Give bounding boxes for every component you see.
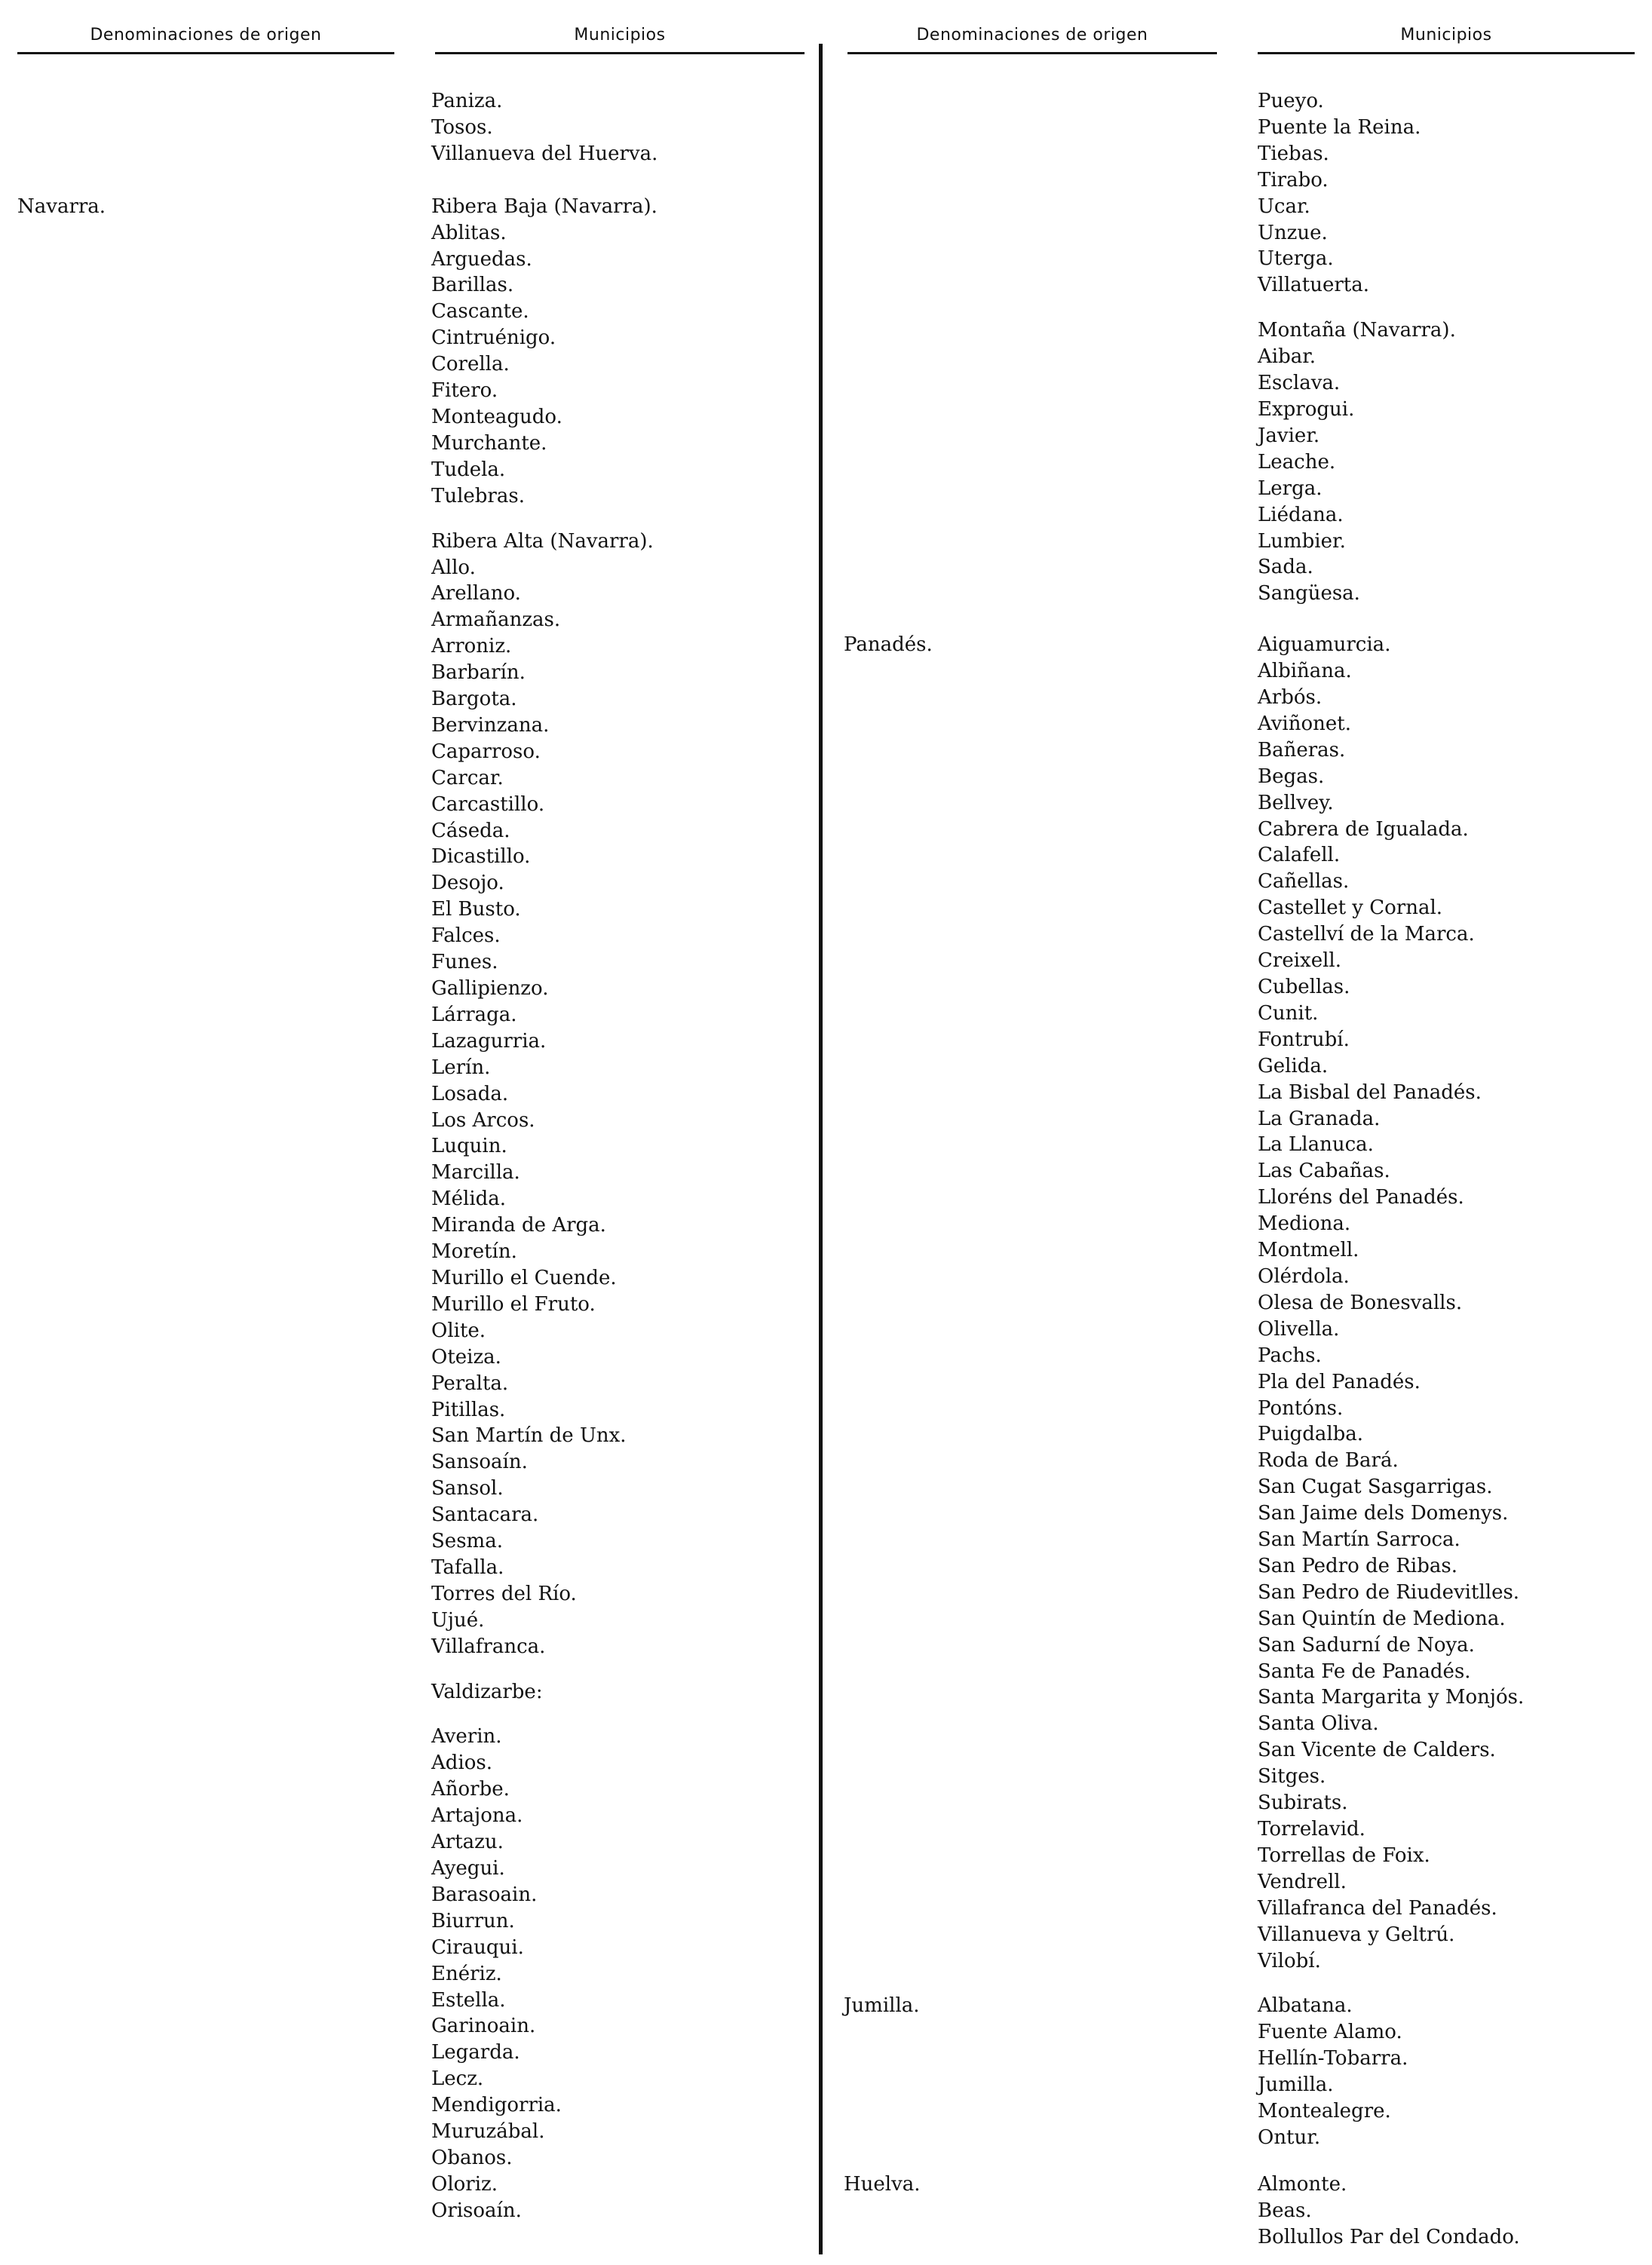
denominacion-section <box>826 88 1648 607</box>
municipio-item: Torrelavid. <box>1258 1818 1365 1841</box>
municipio-item: San Quintín de Mediona. <box>1258 1607 1506 1630</box>
municipio-item: Orisoaín. <box>431 2199 522 2222</box>
municipio-item: Sangüesa. <box>1258 582 1360 605</box>
municipio-item: Adios. <box>431 1752 492 1775</box>
municipio-item: El Busto. <box>431 898 521 921</box>
municipio-item: Barasoain. <box>431 1883 538 1906</box>
municipio-item: Garinoain. <box>431 2015 536 2038</box>
municipio-item: Roda de Bará. <box>1258 1449 1399 1473</box>
municipios-group <box>431 194 822 510</box>
municipio-item: San Vicente de Calders. <box>1258 1739 1496 1762</box>
municipio-item: Olesa de Bonesvalls. <box>1258 1291 1463 1314</box>
municipio-item: Ablitas. <box>431 221 507 244</box>
municipio-item: Lecz. <box>431 2067 484 2091</box>
municipio-item: Castellví de la Marca. <box>1258 923 1475 946</box>
denominacion-section <box>0 88 822 167</box>
municipio-item: La Granada. <box>1258 1107 1381 1130</box>
municipio-item: Monteagudo. <box>431 405 562 428</box>
municipio-item: Sesma. <box>431 1530 503 1553</box>
municipio-item: Sada. <box>1258 556 1313 579</box>
municipio-item: Murillo el Fruto. <box>431 1292 596 1316</box>
municipio-item: Liédana. <box>1258 503 1344 526</box>
municipio-item: Torrellas de Foix. <box>1258 1844 1430 1867</box>
municipios-list <box>431 88 822 167</box>
municipio-item: La Bisbal del Panadés. <box>1258 1080 1482 1104</box>
municipio-item: Funes. <box>431 951 498 974</box>
municipio-item: Jumilla. <box>1258 2073 1334 2097</box>
municipio-item: Moretín. <box>431 1240 517 1264</box>
municipio-item: Arroniz. <box>431 635 512 658</box>
municipios-group <box>1258 317 1648 607</box>
municipio-item: Cabrera de Igualada. <box>1258 817 1469 841</box>
municipio-item: Santa Oliva. <box>1258 1712 1379 1736</box>
denominacion-label: Navarra. <box>17 195 106 218</box>
municipio-item: Pitillas. <box>431 1398 506 1421</box>
municipio-item: Marcilla. <box>431 1161 520 1185</box>
municipio-item: Olérdola. <box>1258 1264 1350 1288</box>
municipio-item: Albatana. <box>1258 1994 1353 2018</box>
municipio-item: Averin. <box>431 1725 502 1749</box>
municipio-item: Armañanzas. <box>431 608 561 632</box>
municipio-item: Lerín. <box>431 1056 491 1079</box>
municipio-item: Villanueva del Huerva. <box>431 142 658 165</box>
municipio-item: Artajona. <box>431 1804 523 1828</box>
municipio-item: Albiñana. <box>1258 660 1352 683</box>
municipio-item: Aiguamurcia. <box>1258 633 1391 657</box>
municipio-item: Torres del Río. <box>431 1582 577 1605</box>
municipio-item: Villanueva y Geltrú. <box>1258 1923 1455 1946</box>
municipio-item: Arguedas. <box>431 247 532 271</box>
municipio-item: Javier. <box>1258 424 1320 447</box>
municipio-item: Uterga. <box>1258 247 1334 271</box>
municipio-item: Arellano. <box>431 582 521 605</box>
header-denominaciones-left: Denominaciones de origen <box>17 26 394 54</box>
municipio-item: Lárraga. <box>431 1003 517 1026</box>
municipio-item: Cirauqui. <box>431 1936 524 1959</box>
municipio-item: Villafranca. <box>431 1635 546 1658</box>
municipio-item: Santa Fe de Panadés. <box>1258 1660 1471 1683</box>
municipio-item: Cunit. <box>1258 1001 1319 1025</box>
municipio-item: Tirabo. <box>1258 168 1329 192</box>
municipios-list <box>431 194 822 2224</box>
municipio-item: Puente la Reina. <box>1258 115 1421 139</box>
municipio-item: Tafalla. <box>431 1555 504 1579</box>
denominacion-label: Panadés. <box>844 633 933 657</box>
municipio-item: Cubellas. <box>1258 976 1350 998</box>
municipios-group <box>431 529 822 1660</box>
municipio-item: Vendrell. <box>1258 1870 1347 1893</box>
municipio-item: Olivella. <box>1258 1317 1340 1341</box>
municipio-item: Ujué. <box>431 1608 485 1632</box>
municipio-item: Losada. <box>431 1082 509 1105</box>
header-municipios-right: Municipios <box>1258 26 1635 54</box>
municipio-item: Desojo. <box>431 872 504 895</box>
municipio-item: San Pedro de Ribas. <box>1258 1554 1457 1577</box>
subzone-heading: Ribera Baja (Navarra). <box>431 195 657 218</box>
municipio-item: Añorbe. <box>431 1778 510 1801</box>
municipio-item: Barbarín. <box>431 661 526 685</box>
municipios-group <box>1258 632 1648 1974</box>
municipio-item: Arbós. <box>1258 686 1323 710</box>
subzone-heading: Valdizarbe: <box>431 1680 543 1703</box>
municipio-item: Bervinzana. <box>431 713 550 737</box>
municipio-item: Esclava. <box>1258 372 1341 395</box>
municipio-item: Creixell. <box>1258 949 1341 973</box>
municipio-item: Murillo el Cuende. <box>431 1266 617 1289</box>
municipio-item: Subirats. <box>1258 1791 1348 1815</box>
municipio-item: Aviñonet. <box>1258 712 1351 735</box>
municipio-item: Beas. <box>1258 2199 1312 2222</box>
municipio-item: Villafranca del Panadés. <box>1258 1896 1497 1920</box>
municipio-item: Carcar. <box>431 766 504 789</box>
denominacion-label: Huelva. <box>844 2172 921 2196</box>
municipio-item: Gallipienzo. <box>431 977 549 1000</box>
municipio-item: Legarda. <box>431 2041 520 2064</box>
municipios-group <box>1258 88 1648 299</box>
municipio-item: Obanos. <box>431 2146 513 2169</box>
municipio-item: Mélida. <box>431 1188 507 1211</box>
municipio-item: Mendigorria. <box>431 2094 562 2117</box>
municipios-list <box>1258 2172 1648 2251</box>
municipio-item: Hellín-Tobarra. <box>1258 2047 1408 2070</box>
subzone-heading: Montaña (Navarra). <box>1258 319 1456 342</box>
municipio-item: Vilobí. <box>1258 1949 1321 1972</box>
municipio-item: Pueyo. <box>1258 90 1324 112</box>
denominacion-section <box>826 632 1648 1974</box>
municipio-item: Oloriz. <box>431 2172 498 2196</box>
municipio-item: Luquin. <box>431 1135 507 1158</box>
left-half-table <box>0 88 822 2224</box>
municipio-item: Castellet y Cornal. <box>1258 896 1443 920</box>
subzone-heading: Ribera Alta (Navarra). <box>431 529 654 553</box>
municipio-item: Puigdalba. <box>1258 1423 1364 1446</box>
municipio-item: La Llanuca. <box>1258 1133 1374 1157</box>
municipio-item: Begas. <box>1258 765 1325 788</box>
municipio-item: Miranda de Arga. <box>431 1214 606 1237</box>
municipio-item: Bargota. <box>431 688 517 711</box>
municipios-list <box>1258 632 1648 1974</box>
municipio-item: Falces. <box>431 924 501 948</box>
municipio-item: Almonte. <box>1258 2172 1347 2196</box>
municipio-item: Cañellas. <box>1258 870 1350 893</box>
municipio-item: Las Cabañas. <box>1258 1160 1390 1183</box>
municipio-item: Sansoaín. <box>431 1451 528 1474</box>
municipio-item: Lloréns del Panadés. <box>1258 1186 1464 1209</box>
municipio-item: Biurrun. <box>431 1909 515 1932</box>
denominacion-section <box>0 194 822 2224</box>
municipio-item: Olite. <box>431 1319 486 1342</box>
municipio-item: Cascante. <box>431 300 529 323</box>
municipio-item: Dicastillo. <box>431 845 531 869</box>
municipio-item: Tiebas. <box>1258 142 1329 165</box>
header-denominaciones-right: Denominaciones de origen <box>847 26 1217 54</box>
municipio-item: Montealegre. <box>1258 2100 1391 2123</box>
municipio-item: Cáseda. <box>431 819 510 842</box>
municipio-item: Lumbier. <box>1258 529 1346 553</box>
municipio-item: Aibar. <box>1258 345 1316 369</box>
municipio-item: San Martín Sarroca. <box>1258 1528 1460 1552</box>
municipio-item: Ayegui. <box>431 1857 505 1880</box>
municipios-group <box>431 88 822 167</box>
municipio-item: San Sadurní de Noya. <box>1258 1633 1475 1657</box>
denominacion-label: Jumilla. <box>844 1994 920 2018</box>
municipio-item: San Pedro de Riudevitlles. <box>1258 1580 1520 1604</box>
municipio-item: Sitges. <box>1258 1765 1326 1788</box>
municipio-item: Sansol. <box>431 1477 504 1500</box>
municipio-item: Enériz. <box>431 1962 502 1985</box>
municipio-item: Ontur. <box>1258 2126 1321 2149</box>
municipio-item: Fitero. <box>431 379 498 403</box>
header-municipios-left: Municipios <box>435 26 805 54</box>
municipio-item: San Jaime dels Domenys. <box>1258 1502 1509 1525</box>
municipio-item: Gelida. <box>1258 1054 1329 1077</box>
municipio-item: Calafell. <box>1258 844 1341 867</box>
municipio-item: Los Arcos. <box>431 1108 535 1132</box>
municipio-item: Ucar. <box>1258 195 1310 218</box>
municipio-item: Santa Margarita y Monjós. <box>1258 1686 1525 1709</box>
municipios-group <box>1258 1993 1648 2150</box>
municipio-item: Paniza. <box>431 90 503 112</box>
municipio-item: Villatuerta. <box>1258 274 1369 297</box>
municipios-group <box>431 1679 822 2224</box>
municipio-item: Barillas. <box>431 274 514 297</box>
municipio-item: Pontóns. <box>1258 1396 1344 1420</box>
municipio-item: Peralta. <box>431 1372 509 1395</box>
municipio-item: Bellvey. <box>1258 791 1334 814</box>
municipio-item: Lazagurria. <box>431 1029 547 1053</box>
municipio-item: San Cugat Sasgarrigas. <box>1258 1476 1493 1499</box>
municipios-list <box>1258 88 1648 607</box>
municipio-item: Murchante. <box>431 431 547 455</box>
denominacion-section <box>826 1993 1648 2150</box>
municipio-item: Unzue. <box>1258 221 1328 244</box>
municipio-item: Carcastillo. <box>431 792 545 816</box>
municipio-item: Montmell. <box>1258 1239 1359 1262</box>
municipio-item: Leache. <box>1258 450 1336 474</box>
municipio-item: Fuente Alamo. <box>1258 2021 1402 2044</box>
municipio-item: Mediona. <box>1258 1212 1351 1236</box>
municipio-item: Muruzábal. <box>431 2120 545 2144</box>
municipio-item: Pla del Panadés. <box>1258 1370 1421 1393</box>
municipio-item: Tudela. <box>431 458 506 481</box>
municipio-item: Oteiza. <box>431 1345 501 1369</box>
right-half-table <box>826 88 1648 2251</box>
municipio-item: Lerga. <box>1258 477 1323 500</box>
denominacion-section <box>826 2172 1648 2251</box>
municipio-item: Fontrubí. <box>1258 1028 1350 1051</box>
municipio-item: Caparroso. <box>431 740 541 763</box>
municipio-item: Bollullos Par del Condado. <box>1258 2225 1520 2248</box>
municipio-item: Santacara. <box>431 1503 539 1527</box>
municipios-list <box>1258 1993 1648 2150</box>
municipio-item: Cintruénigo. <box>431 326 556 350</box>
municipio-item: Pachs. <box>1258 1344 1322 1367</box>
municipio-item: Tulebras. <box>431 484 525 507</box>
municipios-group <box>1258 2172 1648 2251</box>
municipio-item: Bañeras. <box>1258 738 1346 762</box>
municipio-item: Estella. <box>431 1988 506 2012</box>
municipio-item: Artazu. <box>431 1831 504 1854</box>
municipio-item: San Martín de Unx. <box>431 1424 627 1448</box>
municipio-item: Exprogui. <box>1258 397 1355 421</box>
municipio-item: Tosos. <box>431 115 493 139</box>
municipio-item: Corella. <box>431 353 510 376</box>
municipio-item: Allo. <box>431 556 476 579</box>
